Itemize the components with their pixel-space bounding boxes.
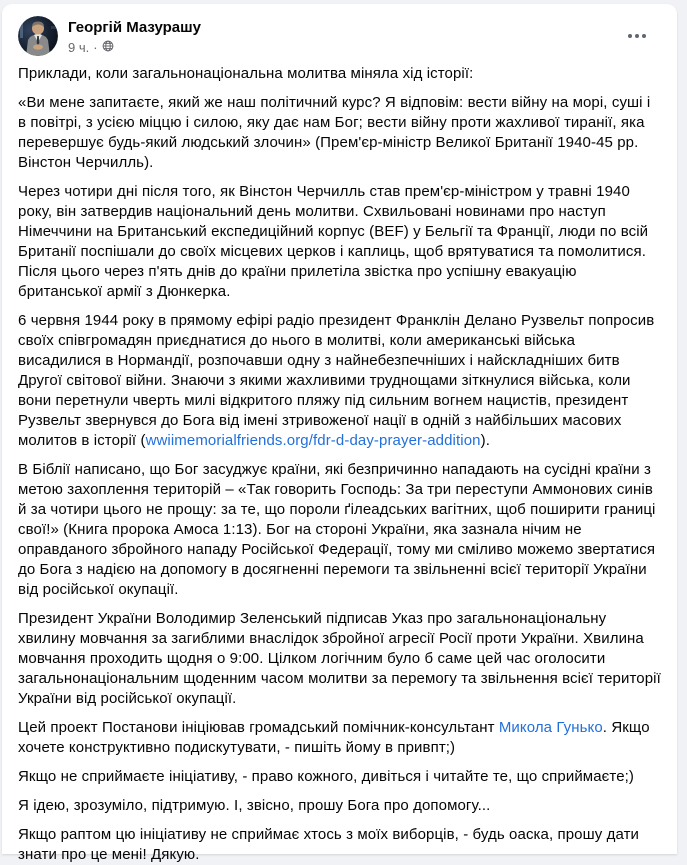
post-paragraph <box>18 64 661 84</box>
post-timestamp[interactable]: 9 ч. <box>68 39 90 55</box>
post-paragraph <box>18 825 661 865</box>
post-paragraph <box>18 93 661 173</box>
post-paragraph <box>18 311 661 451</box>
post-link[interactable]: Микола Гунько <box>498 719 603 736</box>
post-text-segment: Я ідею, зрозуміло, підтримую. І, звісно, прошу Бога про допомогу... <box>18 797 491 814</box>
post-paragraph <box>18 182 661 302</box>
post-text-segment: ). <box>480 432 490 449</box>
post-text <box>2 56 677 865</box>
post-text-segment: «Ви мене запитаєте, який же наш політичний курс? Я відповім: вести війну на морі, суші і в повітрі, з усією міццю і силою, яку дає нам Бог; вести війну проти жахливої тиранії, яка перевершує будь-який людський злочин» (Прем'єр-міністр Великої Британії 1940-45 рр. Вінстон Черчилль). <box>18 94 651 171</box>
post-paragraph <box>18 718 661 758</box>
post-paragraph <box>18 767 661 787</box>
post-text-segment: Якщо не сприймаєте ініціативу, - право кожного, дивіться і читайте те, що сприймаєте;) <box>18 768 635 785</box>
post-menu-button[interactable] <box>619 18 655 54</box>
post-card <box>2 4 677 863</box>
post-link[interactable]: wwiimemorialfriends.org/fdr-d-day-prayer-addition <box>145 432 481 449</box>
post-header <box>2 4 677 56</box>
avatar-photo <box>18 16 58 56</box>
post-paragraph <box>18 609 661 709</box>
post-text-segment: Якщо раптом цю ініціативу не сприймає хтось з моїх виборців, - будь оаска, прошу дати знати про це мені! Дякую. <box>18 826 640 863</box>
post-meta <box>68 39 201 56</box>
post-text-segment: Цей проект Постанови ініціював громадський помічник-консультант <box>18 719 499 736</box>
meta-separator: · <box>93 39 98 55</box>
post-text-segment: . Якщо хочете конструктивно подискутувати, - пишіть йому в привпт;) <box>18 719 650 756</box>
post-text-segment: Через чотири дні після того, як Вінстон Черчилль став прем'єр-міністром у травні 1940 року, він затвердив національний день молитви. Схвильовані новинами про наступ Німеччини на Британський експедиційний корпус (BEF) у Бельгії та Франції, люди по всій Британії поспішали до своїх місцевих церков і каплиць, щоб врятуватися та помолитися. Після цього через п'ять днів до країни прилетіла звістка про успішну евакуацію британської армії з Дюнкерка. <box>18 183 649 300</box>
post-text-segment: В Біблії написано, що Бог засуджує країни, які безпричинно нападають на сусідні країни з метою захоплення територій – «Так говорить Господь: За три переступи Аммонових синів й за чотири цього не прощу: за те, що пороли ґілеадських вагітних, щоб поширити границі свої!» (Книга пророка Амоса 1:13). Бог на стороні України, яка зазнала нічим не оправданого збройного нападу Російської Федерації, тому ми сміливо можемо звертатися до Бога з надією на допомогу в досягненні перемоги та звільненні всієї території України від російської окупації. <box>18 461 656 598</box>
header-info <box>68 16 201 56</box>
three-dots-icon <box>628 34 646 38</box>
post-text-segment: Президент України Володимир Зеленський підписав Указ про загальнонаціональну хвилину мовчання за загиблими внаслідок збройної агресії Росії проти України. Хвилина мовчання проходить щодня о 9:00. Цілком логічним було б саме цей час оголосити загальнонаціональним щоденним часом молитви за перемогу та звільнення всієї території України від російської окупації. <box>18 610 661 707</box>
globe-public-icon <box>102 40 114 56</box>
post-text-segment: Приклади, коли загальнонаціональна молитва міняла хід історії: <box>18 65 474 82</box>
avatar[interactable] <box>18 16 58 56</box>
author-name[interactable]: Георгій Мазурашу <box>68 19 201 36</box>
post-paragraph <box>18 460 661 600</box>
post-text-segment: 6 червня 1944 року в прямому ефірі радіо президент Франклін Делано Рузвельт попросив своїх співгромадян приєднатися до нього в молитві, коли американські війська висадилися в Нормандії, розпочавши одну з найнебезпечніших і найскладніших битв Другої світової війни. Знаючи з якими жахливими труднощами зіткнулися війська, коли вони перетнули чверть милі відкритого пляжу під сильним вогнем нацистів, президент Рузвельт звернувся до Бога від імені зтривоженої нації в одній з найбільших масових молитов в історії ( <box>18 312 655 449</box>
post-paragraph <box>18 796 661 816</box>
